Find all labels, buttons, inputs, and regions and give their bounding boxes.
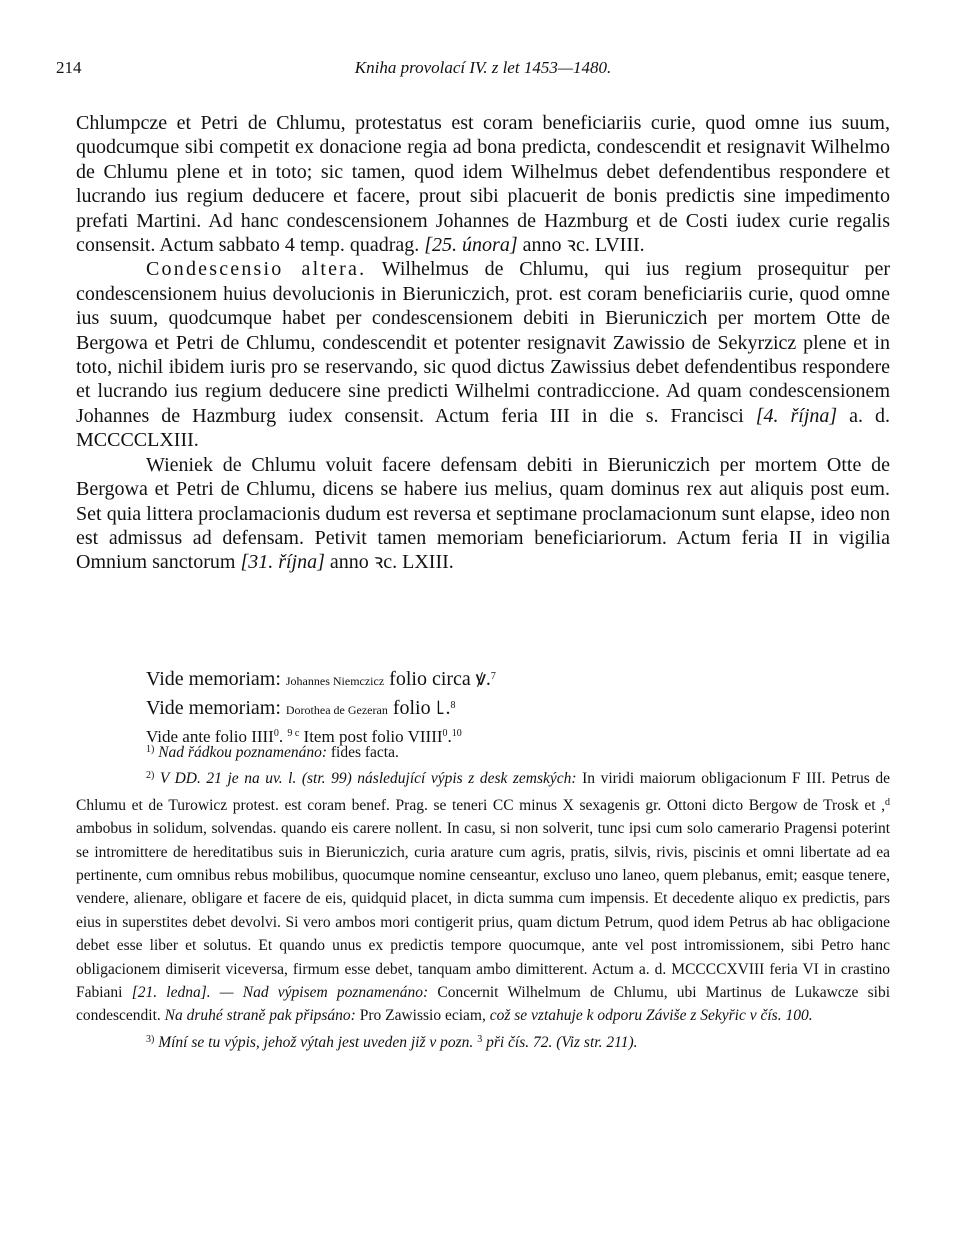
note-text: Vide ante folio IIII <box>146 727 274 747</box>
footnote-italic: [21. ledna]. — Nad výpisem poznamenáno: <box>131 984 429 1002</box>
superscript: d <box>885 796 890 808</box>
paragraph-2-tail: a. d. MCCCCLXIII. <box>76 404 890 452</box>
footnote-text: Pro Zawissio eciam, <box>355 1007 490 1025</box>
paragraph-3-text: Wieniek de Chlumu voluit facere defensam debiti in Bieruniczich per mortem Otte de Bergowa et Petri de Chlumu, dicens se habere ius melius, quam dominus rex aut aliquis post eum. Set quia littera proclamacionis dudum est reversa et septimane proclamacionum sunt elapse, ideo non est admissus ad defensam. Petivit tamen memoriam beneficiariorum. Actum feria II in vigilia Omnium sanctorum <box>76 453 890 574</box>
footnote-italic: což se vztahuje k odporu Záviše z Sekyřic v čís. 100. <box>489 1007 813 1025</box>
superscript: 0 <box>273 728 279 740</box>
footnote-mark: 2) <box>146 770 155 782</box>
footnote-text: fides facta. <box>327 744 399 761</box>
paragraph-2 <box>76 257 890 452</box>
note-mid: . <box>278 727 288 747</box>
paragraph-1-text: Chlumpcze et Petri de Chlumu, protestatus est coram beneficiariis curie, quod omne ius suum, quodcumque sibi competit ex donacione regia ad bona predicta, condescendit et resignavit Wilhelmo de Chlumu plene et in toto; sic tamen, quod idem Wilhelmus debet defendentibus respondere et lucrando ius regium deducere et facere, prout sibi placuerit de bonis predictis sine impedimento prefati Martini. Ad hanc condescensionem Johannes de Hazmburg et de Costi iudex curie regalis consensit. Actum sabbato 4 temp. quadrag. <box>76 112 890 257</box>
footnote-mark: c <box>292 728 300 740</box>
date-note: [31. října] <box>240 551 325 574</box>
footnote-italic: Na druhé straně pak připsáno: <box>164 1007 356 1025</box>
footnote-mark: 9 <box>287 728 293 740</box>
note-mid: folio circa <box>384 668 476 690</box>
date-note: [25. února] <box>424 234 518 257</box>
note-1: Vide memoriam: Johannes Niemczicz folio circa ꝟ.$^7$ <box>146 668 496 690</box>
paragraph-3 <box>76 453 890 575</box>
note-lead: Vide memoriam: <box>146 696 286 719</box>
running-title: Kniha provolací IV. z let 1453—1480. <box>354 58 612 77</box>
footnote-italic: V DD. 21 je na uv. l. (str. 99) následující výpis z desk zemských: <box>154 770 577 788</box>
note-mid: folio <box>387 696 436 719</box>
note-name: Johannes Niemczicz <box>285 674 385 688</box>
footnote-text: ambobus in solidum, solvendas. quando eis carere nollent. In casu, si non solverit, tunc ipsi cum solo camerario Pragensi poterint se intromittere de hereditatibus suis in Bieruniczich, curia arature cum agris, pratis, silvis, rivis, piscinis et omni libertate ad ea pertinente, cum omnibus rebus mobilibus, quocumque nomine censeantur, excluso uno laneo, quem plebanus, emit; easque tenere, vendere, alienare, obligare et facere de eis, quidquid placet, in dicta summa cum impensis. Et decedente aliquo ex predictis, pars eius in superstites debet devolvi. Si vero ambos mori contigerit prius, quam dictum Petrum, quod idem Petrus ab hac obligacione debet esse liber et solutus. Et quando unus ex predictis tempore quocumque, ante vel post intromissionem, sibi Petro hanc obligacionem dimiserit viceversa, firmum esse debet, tanquam ambo dimitterent. Actum a. d. MCCCCXVIII feria VI in crastino Fabiani <box>76 820 890 1002</box>
footnote-mark: 1) <box>146 744 155 755</box>
page-number: 214 <box>56 58 82 77</box>
footnote-mark: 7 <box>490 671 496 682</box>
note-lead: Vide memoriam: <box>146 668 286 690</box>
entry-heading: Condescensio altera. <box>146 258 367 281</box>
footnote-italic: Nad řádkou poznamenáno: <box>154 744 327 761</box>
numeral-symbol-icon: ꜖ <box>435 696 446 719</box>
page-header <box>56 58 890 84</box>
paragraph-2-text: Wilhelmus de Chlumu, qui ius regium prosequitur per condescensionem huius devolucionis in Bieruniczich, prot. est coram beneficiariis curie, quod omne ius suum, quodcumque habet per condescensionem debiti in Bieruniczich per mortem Otte de Bergowa et Petri de Chlumu, condescendit et potenter resignavit Zawissio de Sekyrzicz plene et in toto, nichil ibidem iuris pro se reservando, sic quod dictus Zawissius debet defendentibus respondere et lucrando ius regium deducere sine predicti Wilhelmi contradiccione. Ad quam condescensionem Johannes de Hazmburg iudex consensit. Actum feria III in die s. Francisci <box>76 258 891 427</box>
paragraph-3-tail: anno ꝛc. LXIII. <box>324 551 454 574</box>
footnote-italic: při čís. 72. (Viz str. 211). <box>482 1033 638 1051</box>
main-text <box>76 111 890 575</box>
footnote-mark: 3) <box>146 1033 155 1045</box>
paragraph-1 <box>76 111 890 257</box>
footnote-text: In viridi maiorum obligacionum F III. Petrus de Chlumu et de Turowicz protest. est coram benef. Prag. se teneri CC minus X sexagenis gr. Ottoni dicto Bergow de Trosk et , <box>76 770 890 814</box>
date-note: [4. října] <box>755 404 838 427</box>
footnotes <box>76 738 890 1054</box>
footnote-mark: 8 <box>450 699 456 711</box>
footnote-2 <box>76 764 890 1027</box>
footnote-3 <box>76 1028 890 1054</box>
superscript: 0 <box>442 728 448 740</box>
note-2: Vide memoriam: Dorothea de Gezeran folio ꜖.$^8$ <box>146 696 456 719</box>
note-end: . <box>447 727 452 747</box>
footnote-text: Concernit Wilhelmum de Chlumu, ubi Martinus de Lukawcze sibi condescendit. <box>76 984 891 1025</box>
abbreviation-symbol-icon: ꝟ <box>475 668 486 690</box>
note-text: Item post folio VIIII <box>299 727 443 747</box>
footnote-mark: 10 <box>451 728 462 740</box>
footnote-1 <box>76 738 890 764</box>
superscript: 3 <box>477 1033 483 1045</box>
paragraph-1-tail: anno ꝛc. LVIII. <box>517 234 645 257</box>
footnote-italic: Míní se tu výpis, jehož výtah jest uveden již v pozn. <box>154 1033 478 1051</box>
note-name: Dorothea de Gezeran <box>285 702 388 717</box>
